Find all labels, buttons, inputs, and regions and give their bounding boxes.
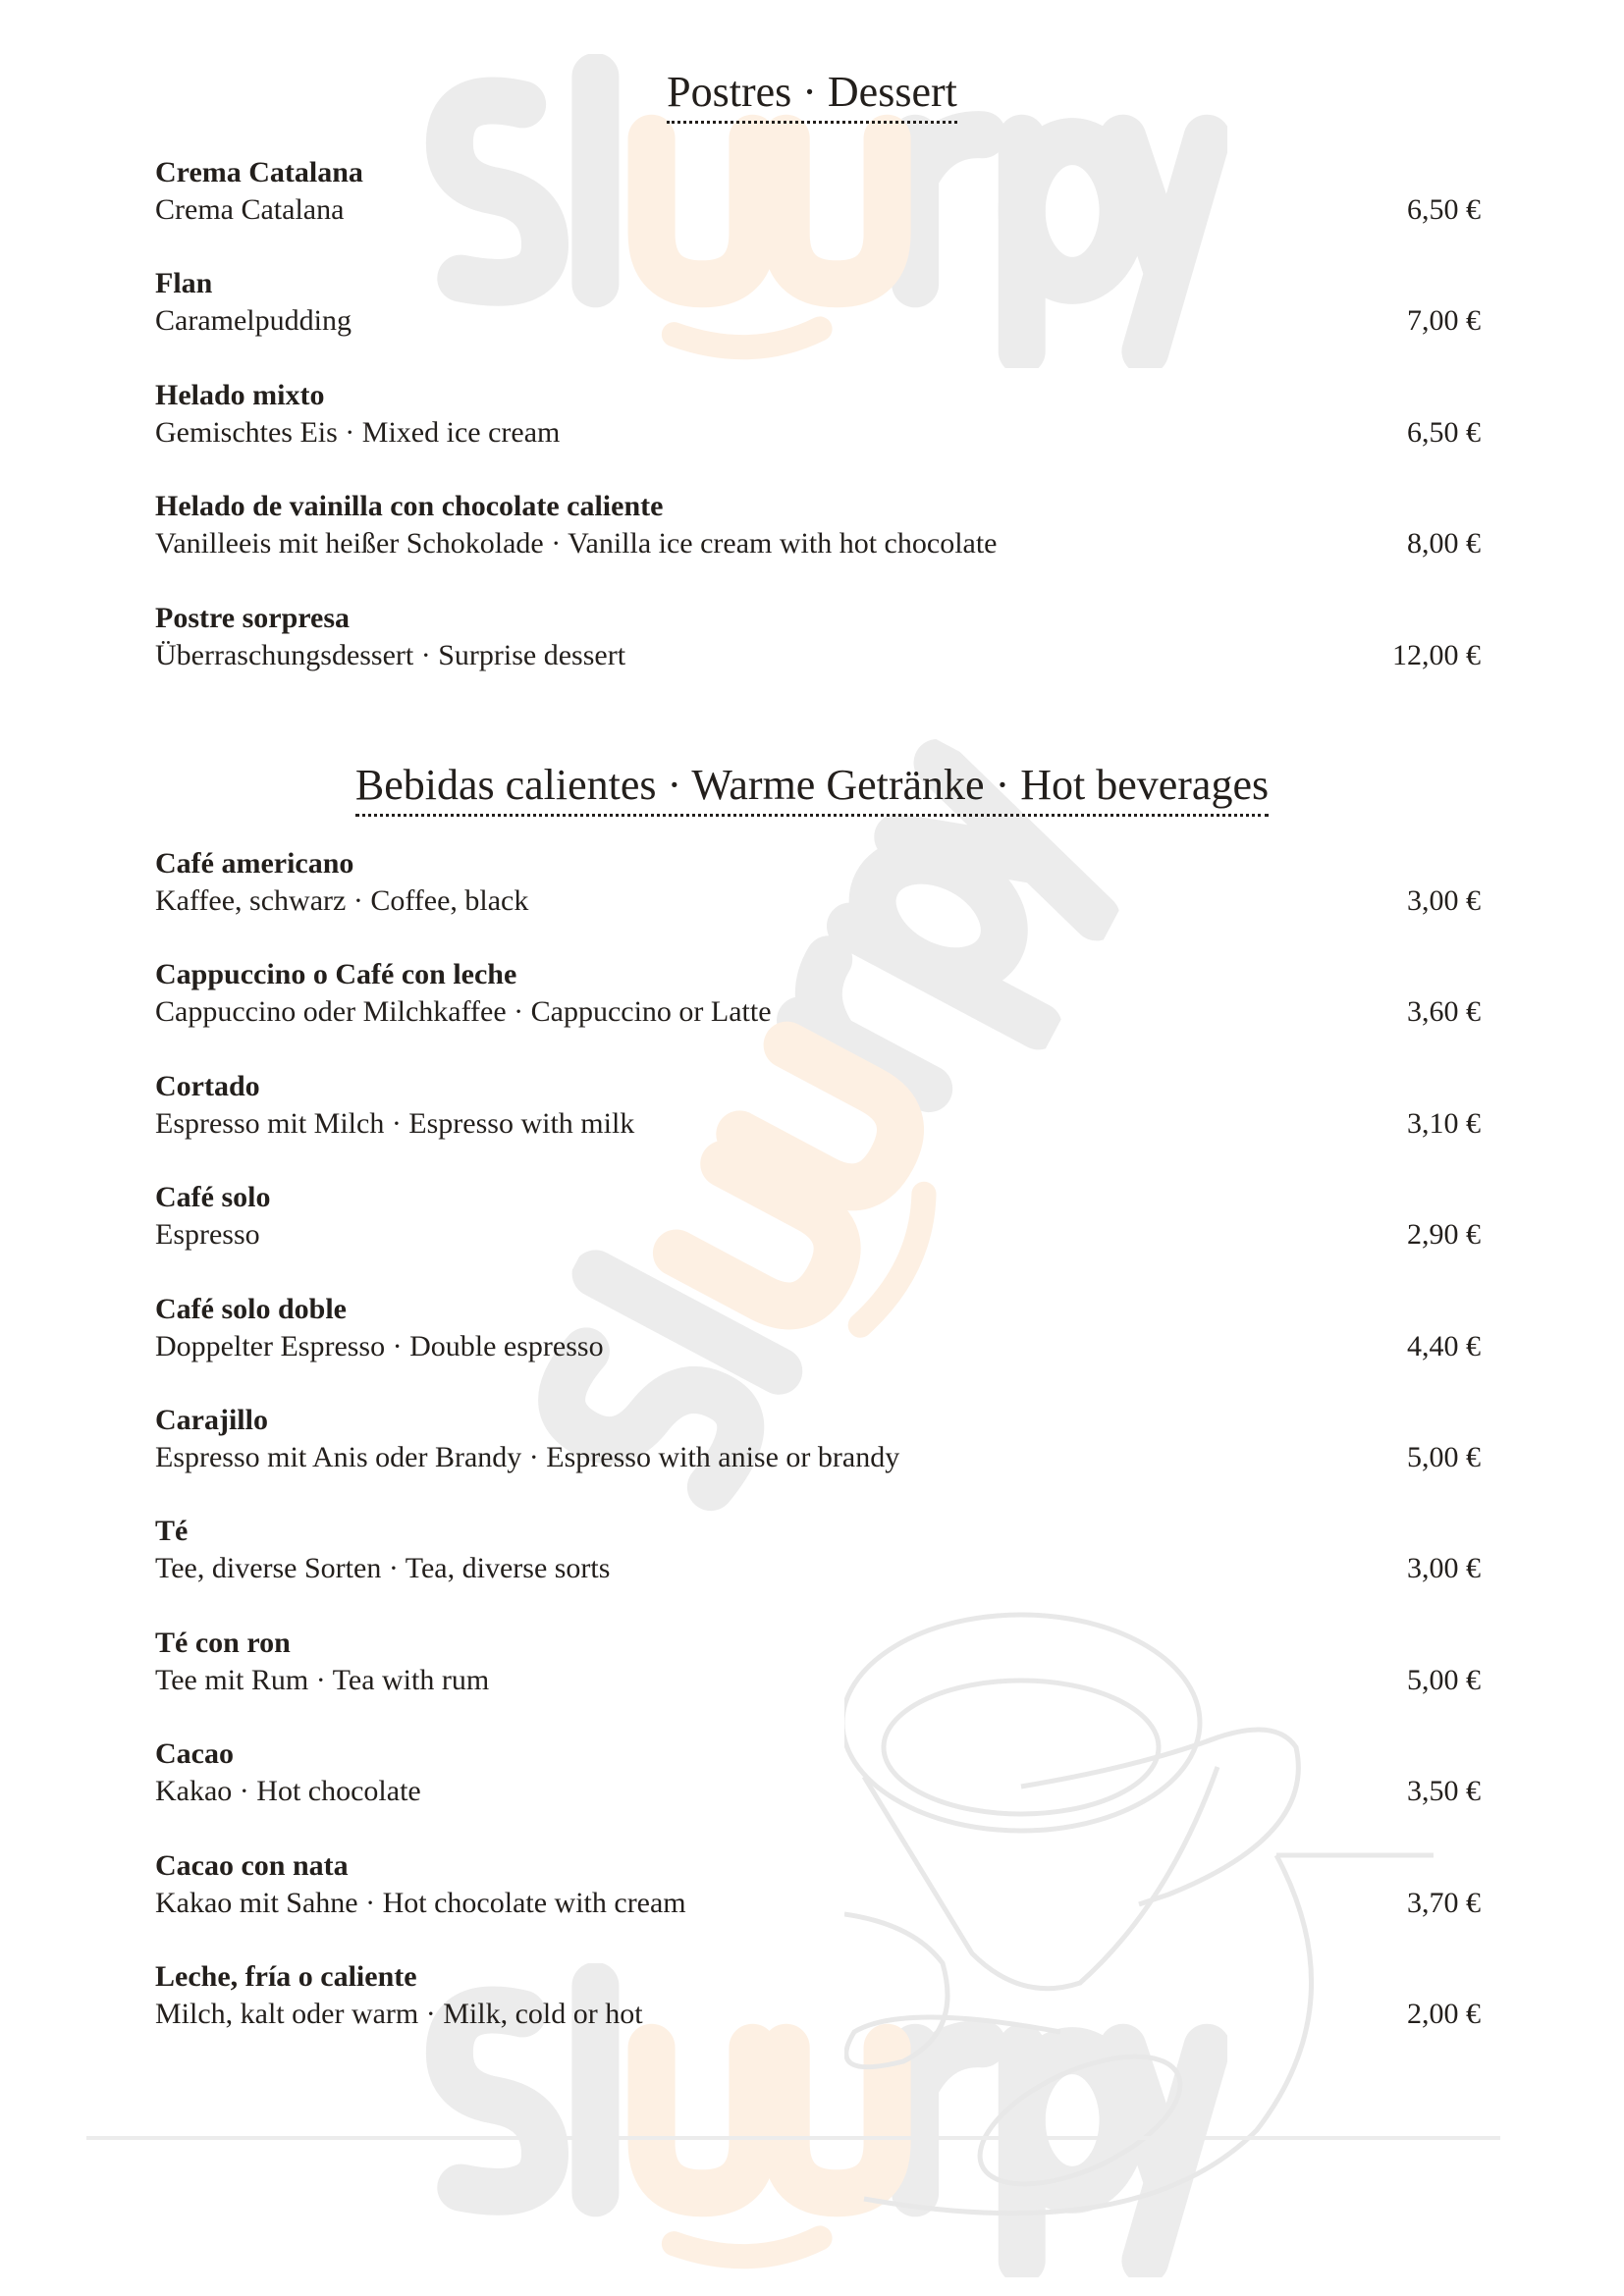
menu-item: [155, 956, 1481, 1067]
item-name: Cacao: [155, 1737, 234, 1771]
item-price: 6,50 €: [1407, 193, 1481, 226]
item-price: 3,10 €: [1407, 1106, 1481, 1140]
item-description: Überraschungsdessert · Surprise dessert: [155, 638, 626, 671]
item-name: Postre sorpresa: [155, 601, 351, 634]
item-name: Flan: [155, 267, 213, 300]
section-title-text: Bebidas calientes · Warme Getränke · Hot beverages: [355, 760, 1269, 817]
item-price: 7,00 €: [1407, 304, 1481, 338]
item-name: Leche, fría o caliente: [155, 1959, 417, 1993]
item-price: 3,60 €: [1407, 995, 1481, 1029]
item-description: Doppelter Espresso · Double espresso: [155, 1329, 604, 1362]
item-price: 3,50 €: [1407, 1775, 1481, 1808]
footer-divider: [86, 2136, 1500, 2140]
hot-beverages-list: [155, 845, 1481, 2069]
menu-item: [155, 1402, 1481, 1513]
item-price: 2,90 €: [1407, 1218, 1481, 1252]
item-name: Té: [155, 1515, 189, 1548]
section-title-text: Postres · Dessert: [667, 67, 957, 124]
item-price: 3,00 €: [1407, 884, 1481, 917]
item-description: Espresso mit Milch · Espresso with milk: [155, 1106, 635, 1140]
item-price: 5,00 €: [1407, 1663, 1481, 1696]
item-description: Milch, kalt oder warm · Milk, cold or hot: [155, 1997, 643, 2030]
item-name: Café americano: [155, 847, 354, 880]
item-name: Helado de vainilla con chocolate caliente: [155, 490, 664, 523]
item-price: 3,70 €: [1407, 1886, 1481, 1919]
item-name: Cacao con nata: [155, 1848, 349, 1882]
item-description: Caramelpudding: [155, 304, 352, 338]
menu-item: [155, 1291, 1481, 1402]
menu-item: [155, 1068, 1481, 1179]
section-title-desserts: [0, 67, 1624, 124]
item-description: Vanilleeis mit heißer Schokolade · Vanilla ice cream with hot chocolate: [155, 527, 998, 561]
menu-item: [155, 1958, 1481, 2069]
menu-item: [155, 1625, 1481, 1735]
item-price: 3,00 €: [1407, 1552, 1481, 1585]
menu-item: [155, 377, 1481, 488]
menu-item: [155, 1735, 1481, 1846]
menu-item: [155, 154, 1481, 265]
menu-item: [155, 488, 1481, 599]
item-description: Kakao · Hot chocolate: [155, 1775, 421, 1808]
item-name: Té con ron: [155, 1626, 291, 1659]
menu-item: [155, 600, 1481, 711]
menu-item: [155, 1513, 1481, 1624]
item-price: 8,00 €: [1407, 527, 1481, 561]
menu-item: [155, 265, 1481, 376]
item-name: Crema Catalana: [155, 156, 363, 188]
item-name: Cappuccino o Café con leche: [155, 958, 517, 991]
item-description: Tee mit Rum · Tea with rum: [155, 1663, 490, 1696]
item-price: 12,00 €: [1392, 638, 1481, 671]
item-description: Kakao mit Sahne · Hot chocolate with cream: [155, 1886, 686, 1919]
item-name: Café solo: [155, 1181, 271, 1214]
item-price: 2,00 €: [1407, 1997, 1481, 2030]
menu-item: [155, 1847, 1481, 1958]
section-title-hot-beverages: [0, 760, 1624, 817]
item-name: Carajillo: [155, 1403, 268, 1436]
item-description: Cappuccino oder Milchkaffee · Cappuccino or Latte: [155, 995, 772, 1029]
item-price: 4,40 €: [1407, 1329, 1481, 1362]
item-description: Crema Catalana: [155, 193, 345, 226]
item-name: Cortado: [155, 1069, 260, 1102]
item-description: Tee, diverse Sorten · Tea, diverse sorts: [155, 1552, 611, 1585]
item-description: Gemischtes Eis · Mixed ice cream: [155, 415, 561, 449]
item-name: Helado mixto: [155, 378, 325, 411]
dessert-list: [155, 154, 1481, 711]
item-price: 6,50 €: [1407, 415, 1481, 449]
item-price: 5,00 €: [1407, 1440, 1481, 1473]
menu-item: [155, 845, 1481, 956]
item-name: Café solo doble: [155, 1292, 347, 1325]
item-description: Espresso: [155, 1218, 260, 1252]
item-description: Espresso mit Anis oder Brandy · Espresso with anise or brandy: [155, 1440, 900, 1473]
item-description: Kaffee, schwarz · Coffee, black: [155, 884, 529, 917]
menu-item: [155, 1179, 1481, 1290]
